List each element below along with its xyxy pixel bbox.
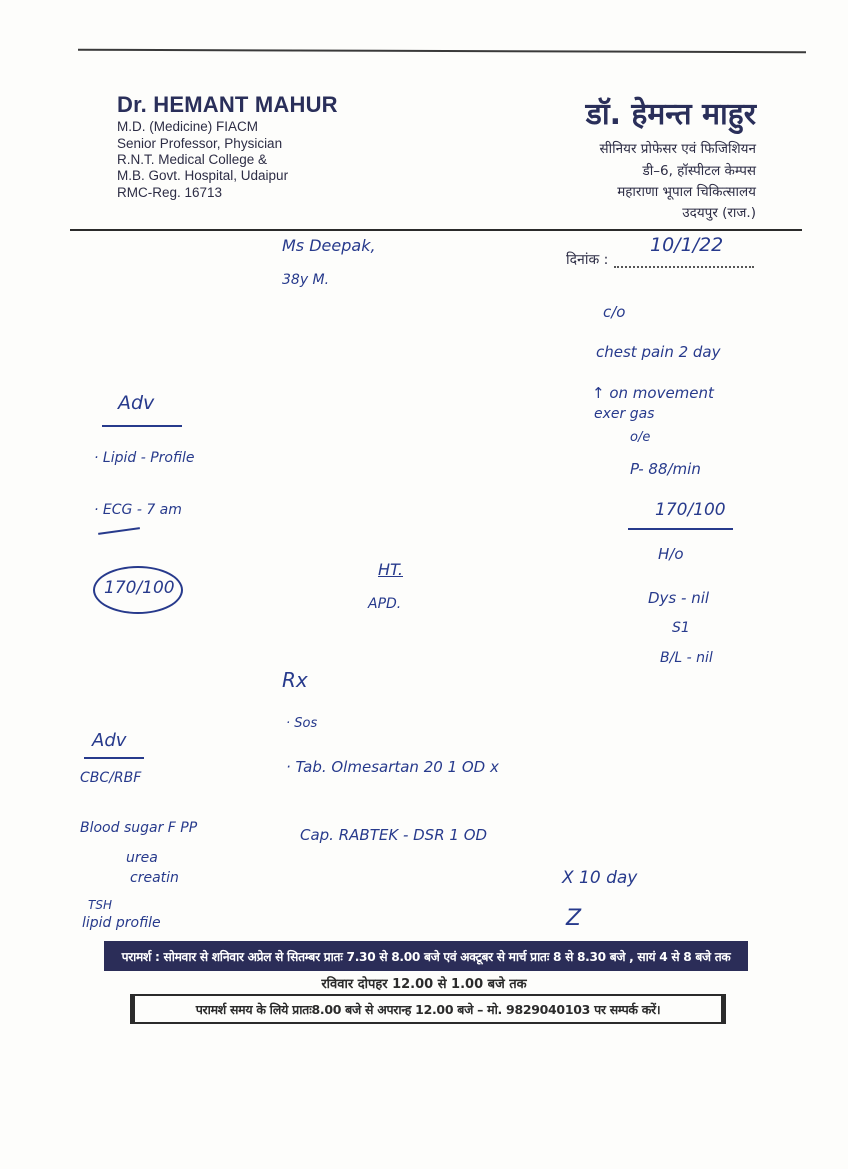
bp-circled: 170/100 bbox=[104, 578, 175, 598]
investigation: CBC/RBF bbox=[80, 770, 142, 786]
rx-duration: X 10 day bbox=[562, 868, 638, 888]
doctor-name-hi: डॉ. हेमन्त माहुर bbox=[585, 97, 756, 132]
top-rule bbox=[78, 49, 806, 54]
date-dotted-line bbox=[614, 266, 754, 268]
complaint-line: ↑ on movement bbox=[592, 384, 714, 402]
investigation: lipid profile bbox=[82, 915, 161, 931]
city-hi: उदयपुर (राज.) bbox=[682, 205, 756, 221]
history-heading: H/o bbox=[658, 545, 684, 563]
sunday-hours: रविवार दोपहर 12.00 से 1.00 बजे तक bbox=[321, 977, 527, 992]
patient-name: Ms Deepak, bbox=[282, 236, 376, 255]
hospital-hi: महाराणा भूपाल चिकित्सालय bbox=[617, 184, 756, 200]
underline bbox=[628, 528, 733, 530]
history-line: S1 bbox=[672, 620, 690, 636]
doctor-name-en: Dr. HEMANT MAHUR bbox=[117, 92, 338, 117]
advised-test: · ECG - 7 am bbox=[94, 502, 182, 518]
underline bbox=[84, 757, 144, 759]
underline bbox=[102, 425, 182, 427]
registration-number: RMC-Reg. 16713 bbox=[117, 185, 223, 200]
signature: Z bbox=[566, 906, 582, 931]
advice-symbol: Adv bbox=[118, 392, 155, 414]
qualification-line: Senior Professor, Physician bbox=[117, 136, 283, 151]
complaint-line: chest pain 2 day bbox=[596, 343, 721, 361]
exam-heading: o/e bbox=[630, 430, 651, 445]
complaint-line: exer gas bbox=[594, 406, 655, 422]
history-line: B/L - nil bbox=[660, 650, 713, 666]
patient-age-sex: 38y M. bbox=[282, 272, 330, 288]
rx-item: · Tab. Olmesartan 20 1 OD x bbox=[286, 758, 499, 776]
rx-item: · Sos bbox=[286, 716, 318, 731]
advice-symbol: Adv bbox=[92, 730, 127, 751]
rx-item: Cap. RABTEK - DSR 1 OD bbox=[300, 826, 488, 844]
header-rule bbox=[70, 229, 802, 231]
history-line: Dys - nil bbox=[648, 589, 710, 607]
consultation-hours-band: परामर्श : सोमवार से शनिवार अप्रेल से सितम्बर प्रातः 7.30 से 8.00 बजे एवं अक्टूबर से मार्च प्रातः 8 से 8.30 बजे , सायं 4 से 8 बजे तक bbox=[104, 941, 748, 971]
complaint-heading: c/o bbox=[603, 303, 626, 321]
diagnosis: HT. bbox=[378, 560, 403, 579]
diagnosis: APD. bbox=[368, 596, 402, 612]
designation-hi: सीनियर प्रोफेसर एवं फिजिशियन bbox=[599, 141, 756, 157]
advised-test: · Lipid - Profile bbox=[94, 450, 195, 466]
investigation: creatin bbox=[130, 870, 179, 886]
date-handwritten: 10/1/22 bbox=[650, 234, 724, 256]
contact-box: परामर्श समय के लिये प्रातः8.00 बजे से अपरान्ह 12.00 बजे – मो. 9829040103 पर सम्पर्क करें। bbox=[130, 994, 726, 1024]
qualification-line: M.D. (Medicine) FIACM bbox=[117, 119, 259, 134]
underline bbox=[98, 527, 140, 534]
date-label: दिनांक : bbox=[566, 252, 609, 268]
qualification-line: M.B. Govt. Hospital, Udaipur bbox=[117, 168, 289, 183]
address-hi: डी–6, हॉस्पीटल केम्पस bbox=[642, 163, 756, 179]
rx-symbol: Rx bbox=[282, 668, 308, 692]
bp-reading: 170/100 bbox=[655, 500, 726, 520]
investigation: urea bbox=[126, 850, 158, 866]
qualification-line: R.N.T. Medical College & bbox=[117, 152, 268, 167]
investigation: TSH bbox=[88, 898, 112, 912]
investigation: Blood sugar F PP bbox=[80, 820, 198, 836]
pulse: P- 88/min bbox=[630, 460, 701, 478]
